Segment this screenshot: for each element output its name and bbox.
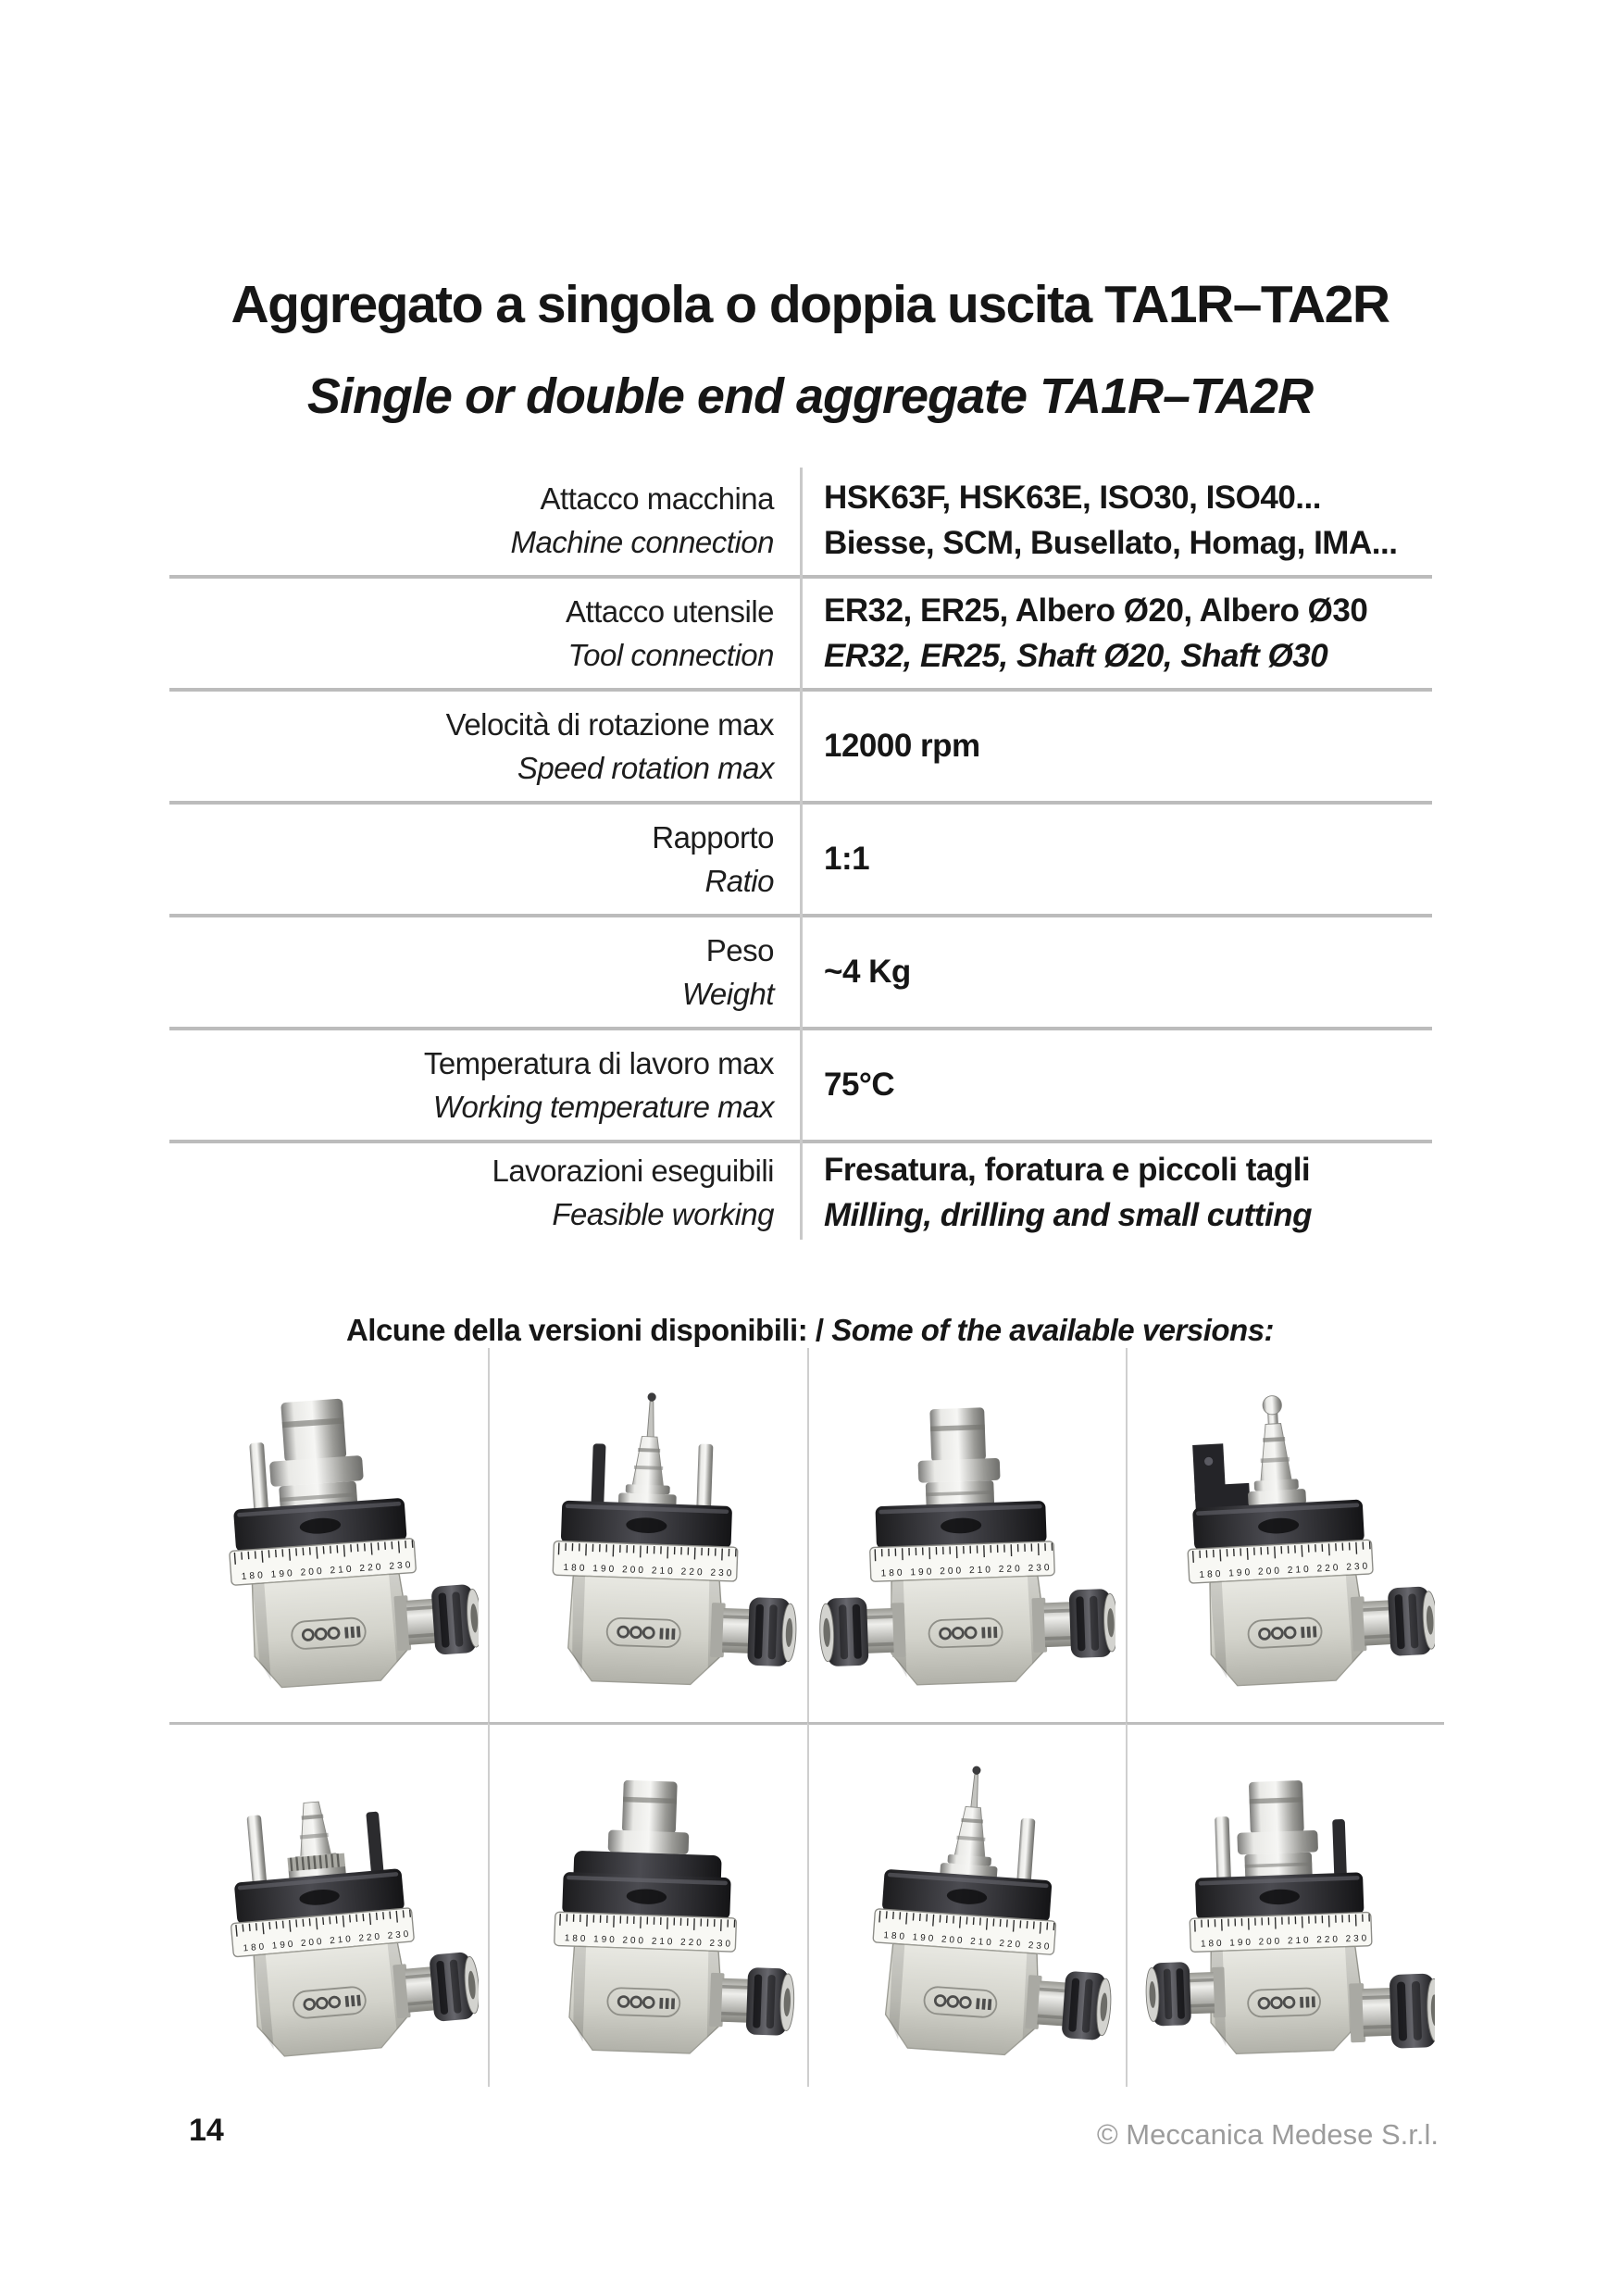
spec-value-line1: ER32, ER25, Albero Ø20, Albero Ø30 bbox=[824, 592, 1368, 629]
product-photo-5 bbox=[169, 1722, 488, 2087]
table-vertical-divider bbox=[800, 468, 803, 1240]
spec-value-line2: Milling, drilling and small cutting bbox=[824, 1196, 1312, 1233]
spec-label-en: Speed rotation max bbox=[517, 750, 774, 785]
available-versions-it: Alcune della versioni disponibili: / bbox=[345, 1313, 824, 1347]
spec-value-line1: HSK63F, HSK63E, ISO30, ISO40... bbox=[824, 479, 1321, 516]
spec-label-en: Machine connection bbox=[510, 524, 774, 559]
spec-label-it: Attacco utensile bbox=[566, 593, 774, 629]
spec-label-en: Ratio bbox=[704, 863, 774, 898]
spec-label-it: Attacco macchina bbox=[540, 480, 774, 516]
page-title-italian: Aggregato a singola o doppia uscita TA1R–TA2R bbox=[231, 275, 1389, 335]
aggregate-illustration-double-output bbox=[818, 1357, 1116, 1713]
product-photo-grid bbox=[169, 1348, 1444, 2087]
aggregate-illustration-hsk-tall-clamp bbox=[500, 1734, 798, 2078]
spec-value-line1: Fresatura, foratura e piccoli tagli bbox=[824, 1151, 1311, 1188]
product-photo-8 bbox=[1126, 1722, 1444, 2087]
spec-value-line2: Biesse, SCM, Busellato, Homag, IMA... bbox=[824, 524, 1398, 561]
spec-value-line2: ER32, ER25, Shaft Ø20, Shaft Ø30 bbox=[824, 637, 1328, 674]
spec-value-line1: 75°C bbox=[824, 1067, 895, 1103]
spec-table bbox=[169, 466, 1432, 1242]
product-photo-1 bbox=[169, 1348, 488, 1722]
spec-label-it: Lavorazioni eseguibili bbox=[492, 1153, 774, 1188]
product-photo-7 bbox=[807, 1722, 1126, 2087]
spec-value-line1: 1:1 bbox=[824, 841, 870, 877]
product-photo-6 bbox=[488, 1722, 806, 2087]
spec-label-it: Velocità di rotazione max bbox=[445, 706, 774, 742]
page-title-english: Single or double end aggregate TA1R–TA2R bbox=[306, 368, 1314, 424]
product-photo-2 bbox=[488, 1348, 806, 1722]
spec-label-it: Peso bbox=[705, 932, 774, 967]
spec-label-it: Temperatura di lavoro max bbox=[423, 1045, 774, 1080]
aggregate-illustration-iso-needle bbox=[818, 1734, 1116, 2078]
product-photo-4 bbox=[1126, 1348, 1444, 1722]
product-photo-3 bbox=[807, 1348, 1126, 1722]
aggregate-illustration-hex-output bbox=[1137, 1734, 1435, 2078]
available-versions-en: Some of the available versions: bbox=[831, 1313, 1275, 1347]
aggregate-illustration-iso-gear bbox=[179, 1734, 479, 2078]
copyright-notice: © Meccanica Medese S.r.l. bbox=[1096, 2118, 1439, 2151]
aggregate-illustration-iso-ball bbox=[1137, 1357, 1435, 1713]
aggregate-illustration-iso-tool bbox=[500, 1357, 798, 1713]
spec-label-en: Working temperature max bbox=[432, 1089, 774, 1124]
spec-label-it: Rapporto bbox=[652, 819, 774, 855]
page-number: 14 bbox=[189, 2113, 224, 2148]
available-versions-heading bbox=[0, 1313, 1620, 1348]
spec-label-en: Weight bbox=[681, 976, 774, 1011]
aggregate-illustration-hsk-large bbox=[179, 1357, 479, 1713]
spec-value-line1: ~4 Kg bbox=[824, 954, 911, 990]
spec-value-line1: 12000 rpm bbox=[824, 728, 980, 764]
spec-label-en: Tool connection bbox=[567, 637, 774, 672]
spec-label-en: Feasible working bbox=[552, 1196, 774, 1231]
